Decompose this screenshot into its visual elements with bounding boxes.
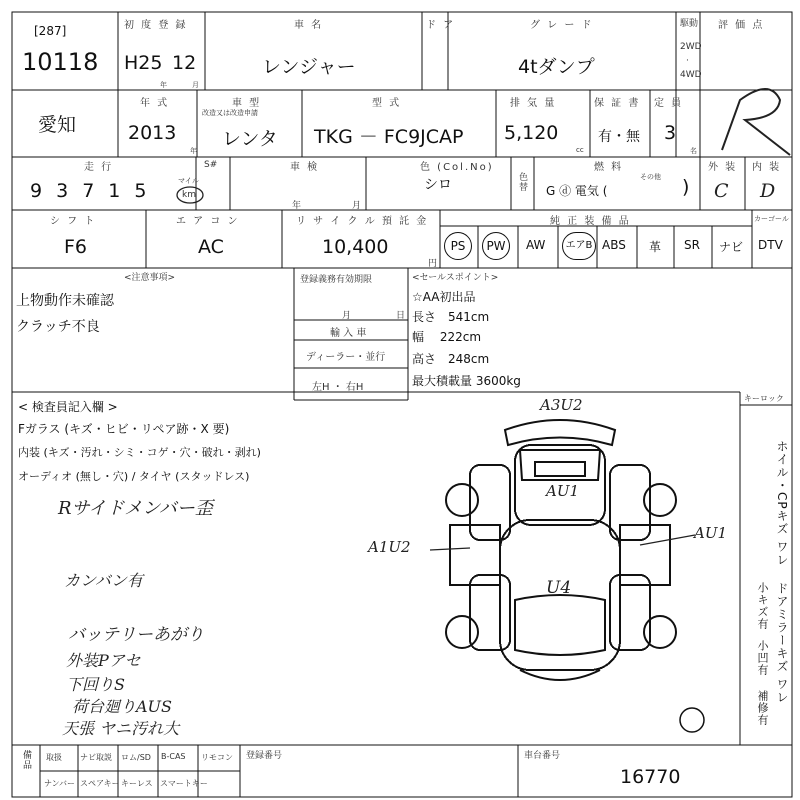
equipment-aw: AW: [526, 238, 546, 252]
first-reg-label: 初 度 登 録: [124, 20, 188, 31]
mark-bed: U4: [546, 578, 572, 598]
exterior-score: C: [714, 180, 729, 202]
inspector-line-2: 内装 (キズ・汚れ・シミ・コゲ・穴・破れ・剥れ): [18, 446, 261, 459]
grade-label: グ レ ー ド: [530, 20, 594, 31]
mark-front: A3U2: [540, 396, 583, 414]
notes-label: <注意事項>: [124, 273, 176, 283]
vehicle-name: レンジャー: [262, 56, 356, 78]
inspector-line-1: Fガラス (キズ・ヒビ・リペア跡・X 要): [18, 422, 230, 436]
year-unit: 年: [190, 147, 197, 155]
shape-label: 車 型: [232, 98, 262, 109]
handwritten-7: 天張 ヤニ汚れ大: [62, 719, 180, 738]
grade: 4tダンプ: [518, 56, 595, 78]
displacement-label: 排 気 量: [510, 98, 557, 109]
legend-repair: 補修有: [756, 690, 769, 726]
interior-score: D: [760, 180, 776, 202]
handwritten-4: 外装Pアセ: [66, 651, 141, 670]
fuel-close: ): [682, 176, 690, 198]
chassis-no-value: 16770: [620, 766, 681, 788]
warranty-label: 保 証 書: [594, 98, 641, 109]
capacity-unit: 名: [690, 147, 697, 155]
reg-era: H25: [124, 52, 163, 74]
door-label: ド ア: [426, 20, 456, 31]
registration-day: 日: [396, 311, 406, 321]
sales-point-2: 長さ 541cm: [412, 310, 490, 324]
mileage-digit: 3: [56, 180, 83, 202]
model-year: 2013: [128, 122, 177, 144]
cargo-label: カーゴール: [754, 215, 789, 223]
bottom-spare-key: スペアキー: [80, 779, 120, 788]
mileage-digit: 1: [108, 180, 135, 202]
bottom-side-label: 備品: [21, 750, 31, 770]
shape: レンタ: [222, 128, 278, 150]
reg-no-label: 登録番号: [246, 751, 283, 761]
import-car-label: 輸 入 車: [330, 328, 367, 339]
sales-point-4: 高さ 248cm: [412, 352, 490, 366]
handle-label: 左H ・ 右H: [312, 382, 364, 393]
name-label: 車 名: [294, 20, 324, 31]
mileage-digit: 9: [30, 180, 57, 202]
shift-label: シ フ ト: [50, 216, 97, 227]
handwritten-6: 荷台廻りAUS: [72, 697, 173, 716]
exterior-label: 外 装: [708, 162, 738, 173]
shift-value: F6: [64, 236, 88, 258]
sales-point-3: 幅 222cm: [412, 330, 482, 344]
model-code: TKG － FC9JCAP: [314, 126, 464, 148]
handwritten-5: 下回りS: [66, 675, 125, 694]
mile-unit: マイル: [178, 177, 199, 185]
mileage-digit: 5: [134, 180, 161, 202]
legend-dent: 小凹有: [756, 640, 769, 676]
note-2: クラッチ不良: [16, 319, 100, 335]
inspection-year: 年: [292, 201, 302, 211]
bottom-manual: 取扱: [46, 753, 62, 762]
s-label: S#: [204, 160, 218, 170]
drive-label: 駆動: [680, 19, 699, 29]
bottom-navi-manual: ナビ取説: [80, 753, 112, 762]
equipment-label: 純 正 装 備 品: [550, 216, 631, 227]
inspection-label: 車 検: [290, 162, 320, 173]
fuel-value: G ⓓ 電気 (: [546, 184, 608, 198]
aircon-label: エ ア コ ン: [176, 216, 240, 227]
mark-right: AU1: [694, 524, 728, 542]
inspection-month: 月: [352, 201, 362, 211]
mark-left: A1U2: [368, 538, 411, 556]
prefecture: 愛知: [38, 114, 77, 136]
reg-month-unit: 月: [192, 81, 199, 89]
score-label: 評 価 点: [718, 20, 765, 31]
bottom-keyless: キーレス: [121, 779, 153, 788]
equipment-abs: ABS: [602, 238, 626, 252]
legend-mirror: ドアミラーキズ ワレ: [775, 582, 789, 704]
displacement: 5,120: [504, 122, 559, 144]
recycle-unit: 円: [428, 259, 438, 269]
year-label: 年 式: [140, 98, 170, 109]
legend-wheel: ホイル・CPキズ ワレ: [775, 440, 789, 567]
fuel-label: 燃 料: [594, 162, 624, 173]
warranty-value: 有・無: [598, 129, 640, 145]
mark-cab: AU1: [546, 482, 580, 500]
model-label: 型 式: [372, 98, 402, 109]
sales-point-1: ☆AA初出品: [412, 290, 476, 304]
color-label: 色 (Col.No): [420, 162, 494, 173]
capacity: 3: [664, 122, 677, 144]
equipment-sr: SR: [684, 238, 700, 252]
inspector-label: < 検査員記入欄 >: [18, 400, 118, 414]
shape-note: 改造又は改造申請: [202, 109, 258, 117]
recycle-value: 10,400: [322, 236, 389, 258]
interior-label: 内 装: [752, 162, 782, 173]
bottom-smart-key: スマートキー: [160, 779, 208, 788]
drive-4wd: 4WD: [680, 70, 702, 80]
km-unit: km: [182, 190, 196, 200]
bottom-rom-sd: ロム/SD: [121, 753, 151, 762]
bottom-number-plate: ナンバー: [44, 779, 76, 788]
vehicle-diagram: [446, 420, 676, 680]
handwritten-3: バッテリーあがり: [68, 625, 204, 645]
aircon-value: AC: [198, 236, 224, 258]
recycle-label: リ サ イ ク ル 預 託 金: [296, 216, 429, 227]
sales-point-5: 最大積載量 3600kg: [412, 374, 521, 388]
fuel-other: その他: [640, 173, 661, 181]
cc-unit: cc: [576, 146, 584, 154]
note-1: 上物動作未確認: [16, 293, 114, 309]
mileage-digit: 7: [82, 180, 109, 202]
capacity-label: 定 員: [654, 98, 684, 109]
dealer-label: ディーラー・並行: [306, 352, 386, 363]
chassis-no-label: 車台番号: [524, 751, 561, 761]
keylock-label: キーロック: [744, 394, 784, 403]
sales-points-label: <セールスポイント>: [412, 273, 499, 283]
bottom-remote: リモコン: [201, 753, 233, 762]
color-change: 色替: [517, 172, 527, 192]
lot-number: 10118: [22, 48, 99, 76]
legend-scratch: 小キズ有: [756, 582, 769, 630]
drive-2wd: 2WD: [680, 42, 702, 52]
equipment-pw: PW: [482, 232, 510, 260]
auction-id: [287]: [34, 24, 67, 38]
inspector-line-3: オーディオ (無し・穴) / タイヤ (スタッドレス): [18, 470, 250, 483]
equipment-dtv: DTV: [758, 238, 783, 252]
bottom-bcas: B-CAS: [161, 752, 186, 761]
handwritten-1: Rサイドメンバー歪: [58, 498, 213, 519]
fuel-cap-icon: [680, 708, 704, 732]
registration-month: 月: [342, 311, 352, 321]
reg-year-unit: 年: [160, 81, 167, 89]
equipment-ps: PS: [444, 232, 472, 260]
drive-dot: ·: [686, 56, 689, 66]
reg-month: 12: [172, 52, 197, 74]
mileage-digits: [30, 180, 160, 202]
equipment-airbag: エアB: [562, 232, 596, 260]
equipment-leather: 革: [649, 240, 662, 254]
registration-valid-label: 登録義務有効期限: [300, 275, 373, 285]
handwritten-2: カンバン有: [64, 571, 143, 590]
equipment-navi: ナビ: [719, 240, 744, 254]
score-handwriting: [722, 89, 790, 155]
color-value: シロ: [424, 177, 452, 193]
score-value: [752, 48, 753, 49]
mileage-label: 走 行: [84, 162, 114, 173]
